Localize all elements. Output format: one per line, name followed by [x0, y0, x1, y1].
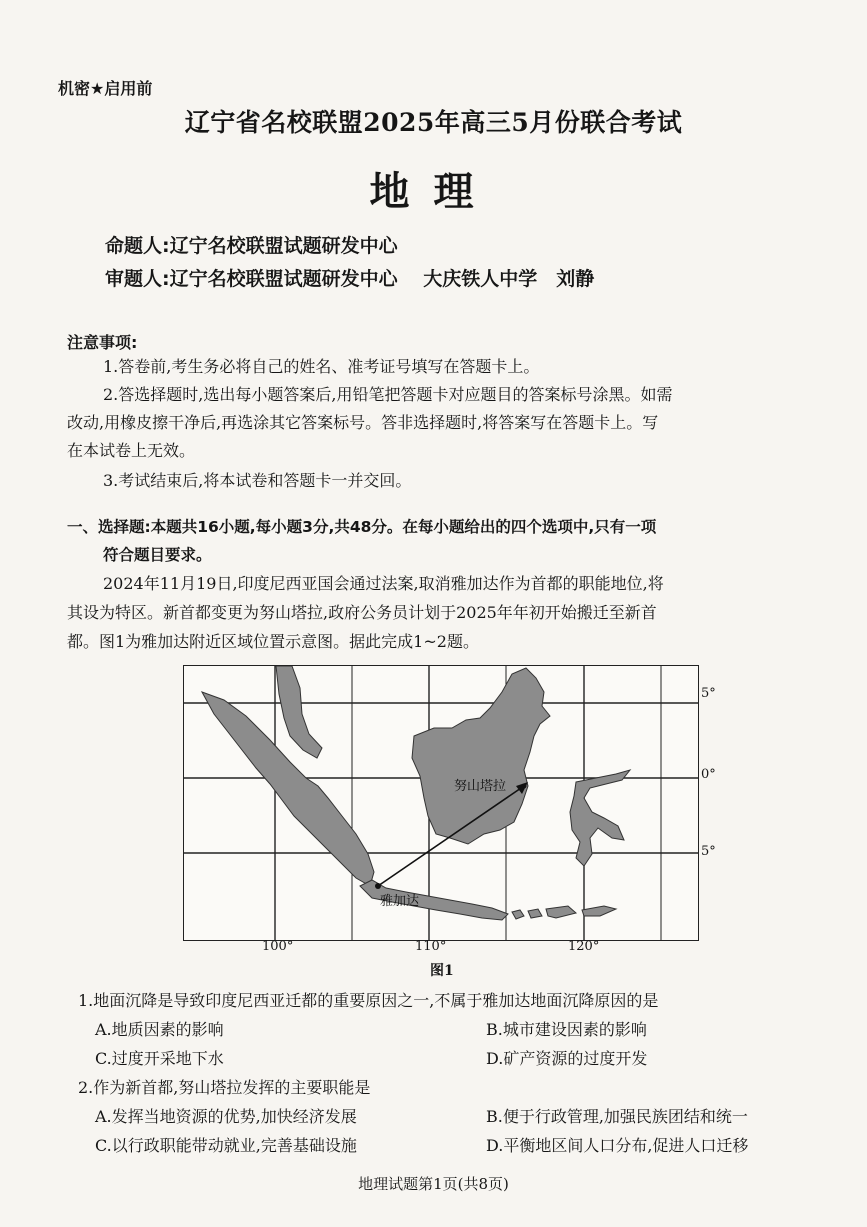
- jakarta-label: 雅加达: [380, 894, 420, 909]
- nusantara-marker: [522, 784, 527, 789]
- note-1: 1.答卷前,考生务必将自己的姓名、准考证号填写在答题卡上。: [103, 357, 540, 376]
- lombok-shape: [528, 909, 542, 918]
- confidential-label: 机密★启用前: [58, 79, 153, 98]
- sulawesi-shape: [570, 770, 630, 866]
- question-1-option-c[interactable]: C.过度开采地下水: [95, 1049, 224, 1068]
- question-2-option-a[interactable]: A.发挥当地资源的优势,加快经济发展: [95, 1107, 357, 1126]
- borneo-shape: [412, 668, 550, 844]
- question-2-option-c[interactable]: C.以行政职能带动就业,完善基础设施: [95, 1136, 357, 1155]
- lat-label-5s: 5°: [701, 844, 716, 859]
- question-setter: 命题人:辽宁名校联盟试题研发中心: [105, 235, 398, 257]
- question-reviewer: 审题人:辽宁名校联盟试题研发中心 大庆铁人中学 刘静: [105, 268, 595, 290]
- notes-heading: 注意事项:: [67, 333, 138, 352]
- question-1-option-b[interactable]: B.城市建设因素的影响: [486, 1020, 647, 1039]
- subject-title: 地理: [369, 169, 498, 215]
- passage-line-3: 都。图1为雅加达附近区域位置示意图。据此完成1~2题。: [67, 632, 479, 651]
- jakarta-marker: [375, 883, 381, 889]
- note-2-line-1: 2.答选择题时,选出每小题答案后,用铅笔把答题卡对应题目的答案标号涂黑。如需: [103, 385, 673, 404]
- lon-label-110: 110°: [415, 939, 447, 954]
- question-2-option-d[interactable]: D.平衡地区间人口分布,促进人口迁移: [486, 1136, 749, 1155]
- flores-shape: [582, 906, 616, 916]
- passage-line-1: 2024年11月19日,印度尼西亚国会通过法案,取消雅加达作为首都的职能地位,将: [103, 574, 664, 593]
- sumbawa-shape: [546, 906, 576, 918]
- section-heading-line-2: 符合题目要求。: [103, 546, 212, 564]
- question-1-stem: 1.地面沉降是导致印度尼西亚迁都的重要原因之一,不属于雅加达地面沉降原因的是: [78, 991, 659, 1010]
- nusantara-label: 努山塔拉: [454, 779, 507, 794]
- lon-label-100: 100°: [262, 939, 294, 954]
- bali-shape: [512, 910, 524, 919]
- note-3: 3.考试结束后,将本试卷和答题卡一并交回。: [103, 471, 412, 490]
- malay-peninsula-shape: [276, 666, 322, 758]
- note-2-line-3: 在本试卷上无效。: [67, 441, 196, 460]
- lat-label-5n: 5°: [701, 686, 716, 701]
- passage-line-2: 其设为特区。新首都变更为努山塔拉,政府公务员计划于2025年年初开始搬迁至新首: [67, 603, 657, 622]
- page-footer: 地理试题第1页(共8页): [358, 1175, 509, 1193]
- section-heading-line-1: 一、选择题:本题共16小题,每小题3分,共48分。在每小题给出的四个选项中,只有一项: [67, 518, 657, 536]
- lon-label-120: 120°: [568, 939, 600, 954]
- exam-title: 辽宁省名校联盟2025年高三5月份联合考试: [184, 108, 683, 137]
- question-1-option-a[interactable]: A.地质因素的影响: [95, 1020, 224, 1039]
- question-1-option-d[interactable]: D.矿产资源的过度开发: [486, 1049, 648, 1068]
- question-2-stem: 2.作为新首都,努山塔拉发挥的主要职能是: [78, 1078, 371, 1097]
- lat-label-0: 0°: [701, 767, 716, 782]
- region-map: [183, 665, 699, 941]
- question-2-option-b[interactable]: B.便于行政管理,加强民族团结和统一: [486, 1107, 748, 1126]
- map-svg: [184, 666, 698, 940]
- note-2-line-2: 改动,用橡皮擦干净后,再选涂其它答案标号。答非选择题时,将答案写在答题卡上。写: [67, 413, 659, 432]
- figure-caption: 图1: [430, 963, 454, 979]
